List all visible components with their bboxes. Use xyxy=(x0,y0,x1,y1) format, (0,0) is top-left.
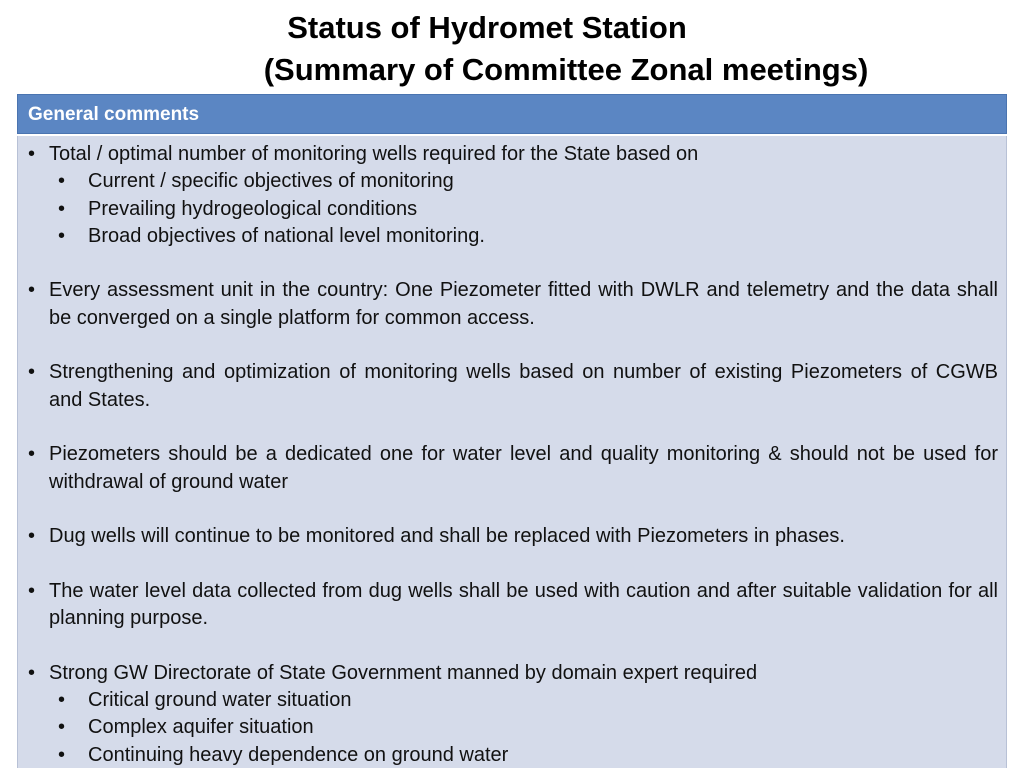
sub-item: • Complex aquifer situation xyxy=(28,714,998,741)
sub-item: • Continuing heavy dependence on ground water xyxy=(28,742,998,768)
sub-list xyxy=(28,168,998,250)
section-header-label: General comments xyxy=(28,104,200,125)
sub-item: • Prevailing hydrogeological conditions xyxy=(28,196,998,223)
sub-list xyxy=(28,687,998,768)
sub-item: • Current / specific objectives of monitoring xyxy=(28,168,998,195)
comment-item: • Every assessment unit in the country: One Piezometer fitted with DWLR and telemetry and the data shall be converged on a single platform for common access. xyxy=(28,277,998,332)
comments-box xyxy=(17,136,1007,768)
comments-list xyxy=(28,141,998,768)
section-header xyxy=(17,94,1007,134)
comment-item: • Strengthening and optimization of monitoring wells based on number of existing Piezometers of CGWB and States. xyxy=(28,359,998,414)
slide-title: Status of Hydromet Station xyxy=(287,10,687,45)
comment-item: • Strong GW Directorate of State Government manned by domain expert required xyxy=(28,660,998,687)
sub-item: • Critical ground water situation xyxy=(28,687,998,714)
comment-item: • Dug wells will continue to be monitored and shall be replaced with Piezometers in phases. xyxy=(28,523,998,550)
comment-item: • Piezometers should be a dedicated one for water level and quality monitoring & should not be used for withdrawal of ground water xyxy=(28,441,998,496)
comment-item: • Total / optimal number of monitoring wells required for the State based on xyxy=(28,141,998,168)
comment-item: • The water level data collected from dug wells shall be used with caution and after suitable validation for all planning purpose. xyxy=(28,578,998,633)
sub-item: • Broad objectives of national level monitoring. xyxy=(28,223,998,250)
slide-subtitle: (Summary of Committee Zonal meetings) xyxy=(263,52,869,87)
